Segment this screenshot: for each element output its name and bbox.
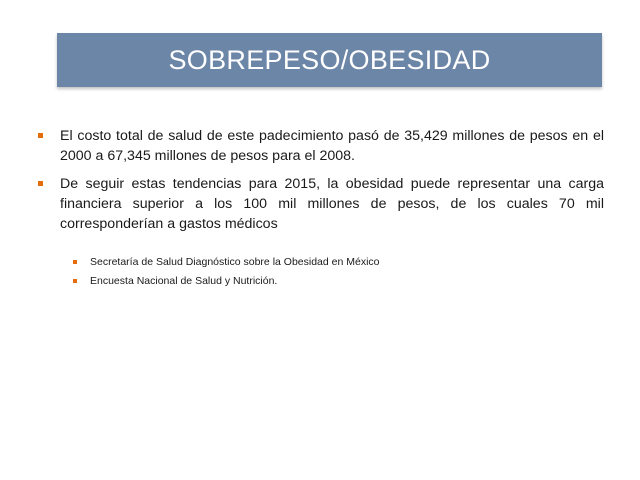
bullet-item [38, 174, 604, 234]
square-bullet-icon [38, 181, 43, 186]
square-bullet-icon [73, 260, 77, 264]
reference-text: Secretaría de Salud Diagnóstico sobre la Obesidad en México [90, 256, 380, 268]
slide-title-bar [57, 33, 602, 87]
reference-list [73, 254, 573, 292]
reference-text: Encuesta Nacional de Salud y Nutrición. [90, 275, 278, 287]
square-bullet-icon [73, 279, 77, 283]
main-bullet-list [38, 126, 604, 242]
reference-item [73, 273, 573, 290]
bullet-text: El costo total de salud de este padecimiento pasó de 35,429 millones de pesos en el 2000 a 67,345 millones de pesos para el 2008. [60, 128, 604, 164]
slide-title: SOBREPESO/OBESIDAD [168, 44, 491, 75]
bullet-text: De seguir estas tendencias para 2015, la obesidad puede representar una carga financiera superior a los 100 mil millones de pesos, de los cuales 70 mil corresponderían a gastos médicos [60, 176, 604, 232]
bullet-item [38, 126, 604, 166]
reference-item [73, 254, 573, 271]
square-bullet-icon [38, 133, 43, 138]
